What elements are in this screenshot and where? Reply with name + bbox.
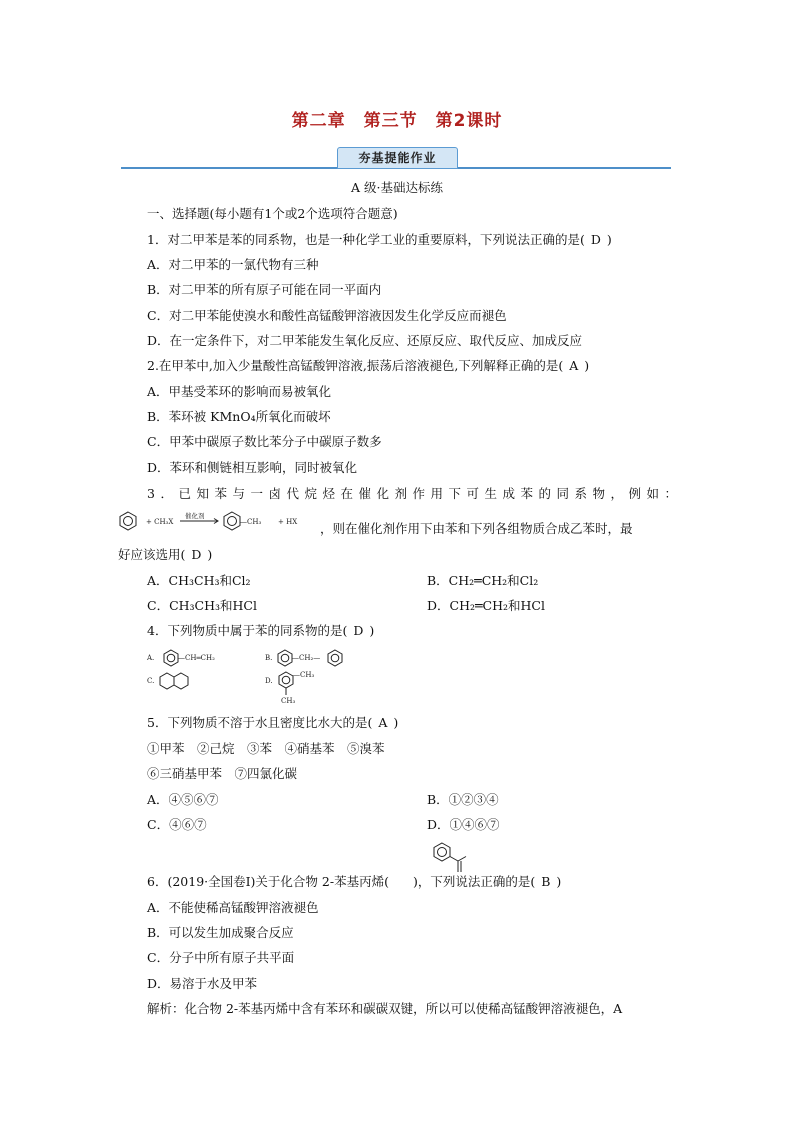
- q3-stem-line3: [118, 547, 212, 563]
- banner-label: 夯基提能作业: [358, 151, 437, 165]
- q6-stem-pre: 6．(2019·全国卷Ⅰ)关于化合物 2-苯基丙烯(: [147, 874, 389, 889]
- q4-struct-d-bottom: CH₃: [281, 697, 296, 705]
- naphthalene-ring-right-icon: [174, 673, 188, 689]
- q1-close: ): [606, 232, 612, 247]
- q1-stem: [147, 232, 612, 248]
- q4-struct-d-top: —CH₃: [293, 671, 315, 679]
- q6-option-a: A．不能使稀高锰酸钾溶液褪色: [147, 900, 319, 915]
- q5-items-line2: ⑥三硝基甲苯 ⑦四氯化碳: [147, 766, 298, 781]
- q3-stem-line2: ，则在催化剂作用下由苯和下列各组物质合成乙苯时，最: [320, 521, 633, 536]
- q6-close: ): [556, 874, 562, 889]
- q1-option-c: C．对二甲苯能使溴水和酸性高锰酸钾溶液因发生化学反应而褪色: [147, 308, 507, 323]
- q3-stem-line1: 3．已知苯与一卤代烷烃在催化剂作用下可生成苯的同系物，例如：: [147, 486, 677, 501]
- q5-option-c: C．④⑥⑦: [147, 817, 207, 832]
- naphthalene-ring-left-icon: [160, 673, 174, 689]
- reaction-byproduct: + HX: [278, 518, 298, 526]
- section-heading: 一、选择题(每小题有1个或2个选项符合题意): [147, 206, 398, 221]
- q6-stem-post: )，下列说法正确的是(: [412, 874, 536, 889]
- reaction-product-group: —CH₃: [240, 518, 262, 526]
- q1-option-a: A．对二甲苯的一氯代物有三种: [147, 257, 319, 272]
- q3-stem3-text: 好应该选用(: [118, 547, 186, 562]
- q5-option-a: A．④⑤⑥⑦: [147, 792, 219, 807]
- q3-option-d: D．CH₂═CH₂和HCl: [427, 598, 545, 613]
- q2-stem: [147, 358, 589, 374]
- xylene-ring-icon: [279, 672, 293, 688]
- q4-label-c: C.: [147, 677, 155, 685]
- toluene-ring-icon: [224, 512, 240, 530]
- q5-option-b: B．①②③④: [427, 792, 499, 807]
- q3-option-b: B．CH₂═CH₂和Cl₂: [427, 573, 539, 588]
- reaction-catalyst: 催化剂: [185, 512, 205, 520]
- q5-answer: A: [378, 715, 388, 730]
- diphenylmethane-ring-right-icon: [328, 650, 342, 666]
- q3-option-c: C．CH₃CH₃和HCl: [147, 598, 257, 613]
- q6-option-c: C．分子中所有原子共平面: [147, 950, 295, 965]
- reaction-reagent: + CH₃X: [146, 518, 174, 526]
- q6-analysis: 解析：化合物 2-苯基丙烯中含有苯环和碳碳双键，所以可以使稀高锰酸钾溶液褪色，A: [147, 1001, 623, 1016]
- q4-close: ): [369, 623, 375, 638]
- diphenylmethane-ring-left-icon: [278, 650, 292, 666]
- q5-stem: [147, 715, 398, 731]
- q5-stem-text: 5．下列物质不溶于水且密度比水大的是(: [147, 715, 373, 730]
- q1-stem-text: 1．对二甲苯是苯的同系物，也是一种化学工业的重要原料，下列说法正确的是(: [147, 232, 585, 247]
- q4-structures: [147, 646, 377, 706]
- q6-option-b: B．可以发生加成聚合反应: [147, 925, 294, 940]
- q4-struct-b-text: —CH₂—: [292, 654, 321, 662]
- benzene-ring-icon: [120, 512, 136, 530]
- q2-option-a: A．甲基受苯环的影响而易被氧化: [147, 384, 332, 399]
- q4-answer: D: [353, 623, 364, 638]
- q4-label-d: D.: [265, 677, 273, 685]
- q3-reaction-scheme: [118, 510, 338, 536]
- q4-stem-text: 4．下列物质中属于苯的同系物的是(: [147, 623, 348, 638]
- q2-stem-text: 2.在甲苯中,加入少量酸性高锰酸钾溶液,振荡后溶液褪色,下列解释正确的是(: [147, 358, 564, 373]
- q3-option-a: A．CH₃CH₃和Cl₂: [147, 573, 251, 588]
- q2-option-d: D．苯环和侧链相互影响，同时被氧化: [147, 460, 358, 475]
- page-title: 第二章 第三节 第2课时: [291, 111, 503, 131]
- q2-close: ): [584, 358, 590, 373]
- q6-stem: [147, 874, 561, 890]
- q4-label-b: B.: [265, 654, 273, 662]
- q2-answer: A: [569, 358, 579, 373]
- q2-option-b: B．苯环被 KMnO₄所氧化而破坏: [147, 409, 331, 424]
- q6-answer: B: [541, 874, 551, 889]
- q5-close: ): [393, 715, 399, 730]
- styrene-ring-icon: [164, 650, 178, 666]
- q4-label-a: A.: [147, 654, 155, 662]
- q3-answer: D: [191, 547, 202, 562]
- q1-answer: D: [590, 232, 601, 247]
- q1-option-d: D．在一定条件下，对二甲苯能发生氧化反应、还原反应、取代反应、加成反应: [147, 333, 583, 348]
- phenyl-ring-icon: [434, 843, 450, 861]
- level-heading: A 级·基础达标练: [351, 180, 443, 195]
- q4-stem: [147, 623, 374, 639]
- q5-items-line1: ①甲苯 ②己烷 ③苯 ④硝基苯 ⑤溴苯: [147, 741, 385, 756]
- q6-option-d: D．易溶于水及甲苯: [147, 976, 258, 991]
- q3-close: ): [207, 547, 213, 562]
- q5-option-d: D．①④⑥⑦: [427, 817, 500, 832]
- q4-struct-a-text: —CH═CH₂: [178, 654, 215, 662]
- q1-option-b: B．对二甲苯的所有原子可能在同一平面内: [147, 282, 382, 297]
- q2-option-c: C．甲苯中碳原子数比苯分子中碳原子数多: [147, 434, 382, 449]
